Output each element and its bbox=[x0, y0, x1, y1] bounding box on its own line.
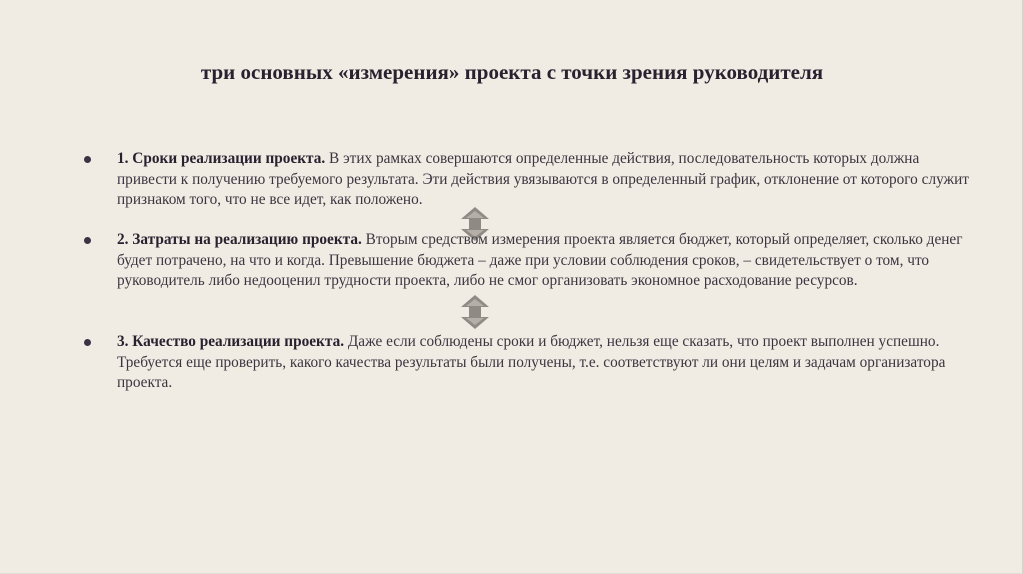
bullet-icon bbox=[84, 156, 91, 163]
list-item-3 bbox=[117, 332, 977, 394]
list-item-1 bbox=[117, 149, 977, 211]
slide-title: три основных «измерения» проекта с точки зрения руководителя bbox=[200, 60, 824, 84]
list-item-3-text: Даже если соблюдены сроки и бюджет, нельзя еще сказать, что проект выполнен успешно. Требуется еще проверить, какого качества результаты были получены, т.е. соответствуют ли они целям и задачам организатора проекта. bbox=[117, 333, 946, 391]
list-item-1-text: В этих рамках совершаются определенные действия, последовательность которых должна привести к получению требуемого результата. Эти действия увязываются в определенный график, отклонение от которого служит признаком того, что не все идет, как положено. bbox=[117, 150, 969, 208]
list-item-2-lead: 2. Затраты на реализацию проекта. bbox=[117, 231, 362, 248]
bullet-icon bbox=[84, 339, 91, 346]
list-item-1-lead: 1. Сроки реализации проекта. bbox=[117, 150, 326, 167]
list-item-2 bbox=[117, 230, 977, 292]
bullet-icon bbox=[84, 237, 91, 244]
double-arrow-icon bbox=[458, 293, 492, 331]
list-item-2-text: Вторым средством измерения проекта является бюджет, который определяет, сколько денег будет потрачено, на что и когда. Превышение бюджета – даже при условии соблюдения сроков, – свидетельствует о том, что руководитель либо недооценил трудности проекта, либо не смог организовать экономное расходование ресурсов. bbox=[117, 231, 963, 289]
list-item-3-lead: 3. Качество реализации проекта. bbox=[117, 333, 345, 350]
